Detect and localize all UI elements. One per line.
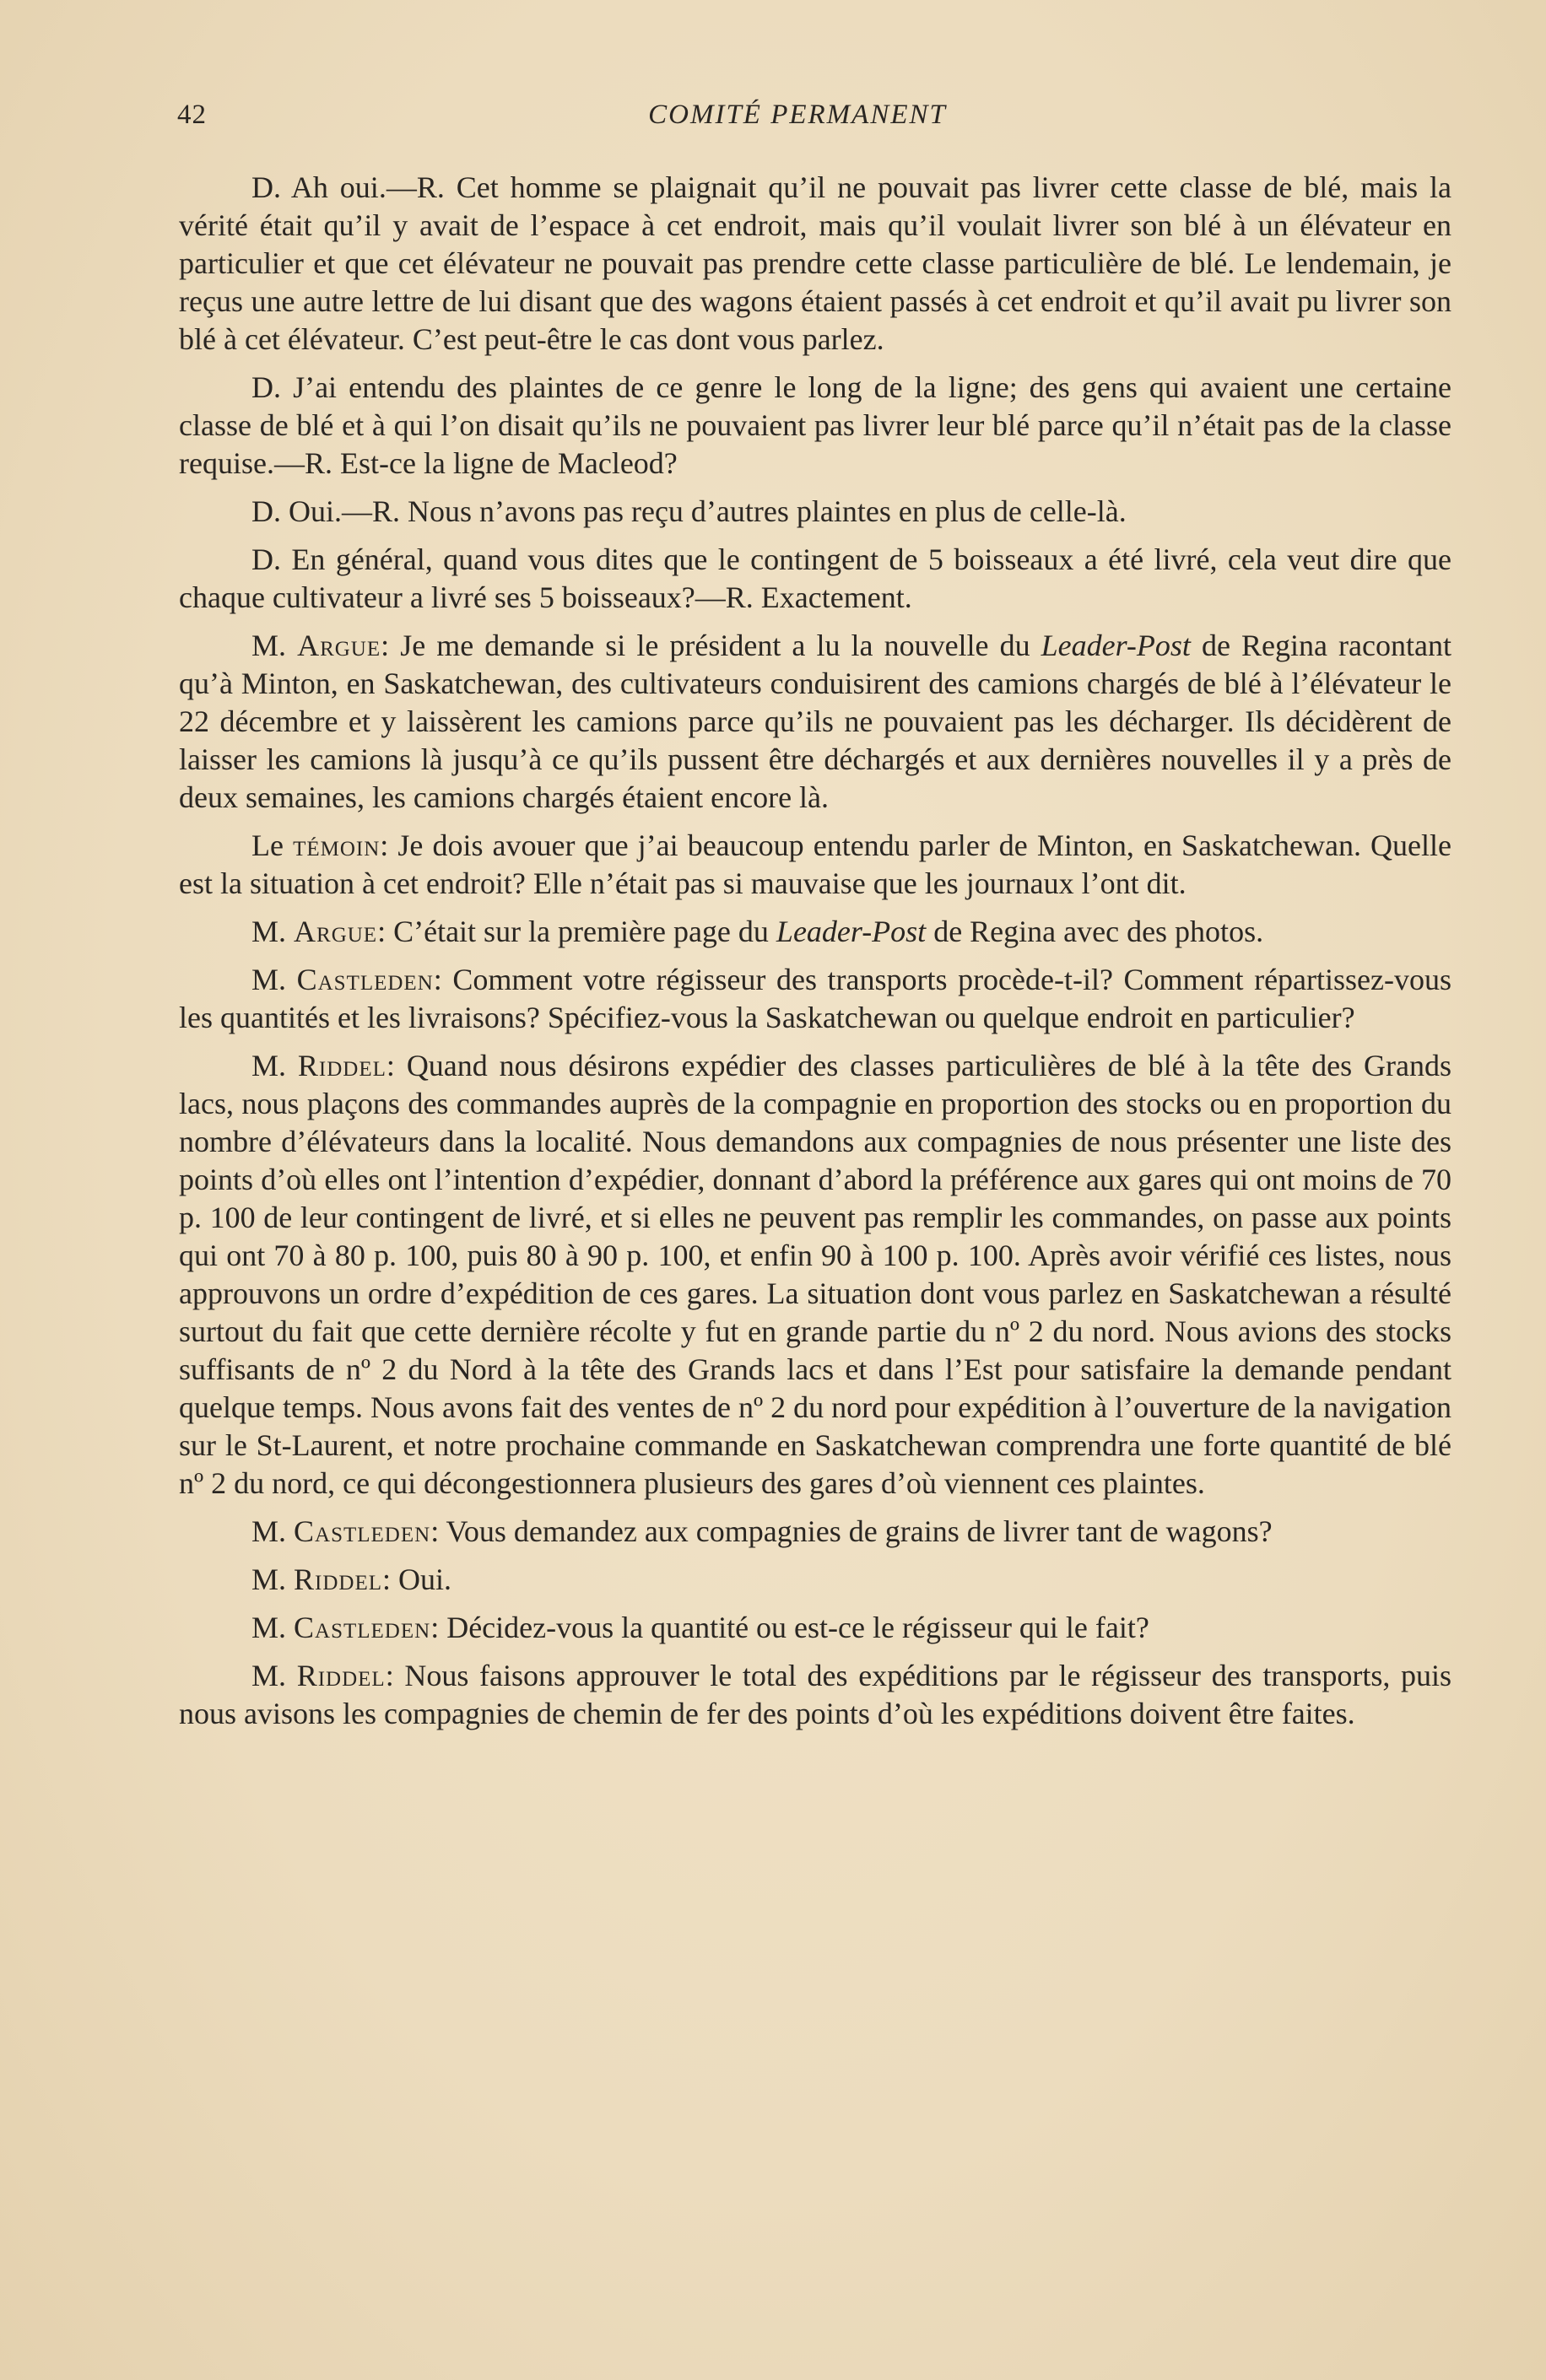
speech-text: Comment votre régisseur des transports procède-t-il? Comment répartissez-vous les quantités et les livraisons? Spécifiez-vous la Saskatchewan ou quelque endroit en particulier? — [179, 963, 1451, 1034]
page-header — [177, 100, 1460, 142]
speaker-name: Riddel — [294, 1562, 383, 1596]
page-number: 42 — [177, 100, 207, 130]
speaker-name: Castleden — [294, 1514, 431, 1548]
speaker-prefix: M. — [251, 1562, 287, 1596]
paragraph-text: D. Oui.—R. Nous n’avons pas reçu d’autres plaintes en plus de celle-là. — [251, 494, 1127, 528]
speaker-name: Castleden — [296, 963, 434, 996]
paragraph-text: D. Ah oui.—R. Cet homme se plaignait qu’il ne pouvait pas livrer cette classe de blé, mais la vérité était qu’il y avait de l’espace à cet endroit, mais qu’il voulait livrer son blé à un élévateur en particulier et que cet élévateur ne pouvait pas prendre cette classe particulière de blé. Le lendemain, je reçus une autre lettre de lui disant que des wagons étaient passés à cet endroit et qu’il avait pu livrer son blé à cet élévateur. C’est peut-être le cas dont vous parlez. — [179, 170, 1451, 356]
paragraph-text: D. J’ai entendu des plaintes de ce genre le long de la ligne; des gens qui avaient une certaine classe de blé et à qui l’on disait qu’ils ne pouvaient pas livrer leur blé parce qu’il n’était pas de la classe requise.—R. Est-ce la ligne de Macleod? — [179, 370, 1451, 480]
paragraph-7: M. Argue: C’était sur la première page du Leader-Post de Regina avec des photos. — [251, 915, 1264, 948]
paragraph-9: M. Riddel: Quand nous désirons expédier des classes particulières de blé à la tête des Grands lacs, nous plaçons des commandes auprès de la compagnie en proportion des stocks ou en proportion du nombre d’élévateurs dans la localité. Nous demandons aux compagnies de nous présenter une liste des points d’où elles ont l’intention d’expédier, donnant d’abord la préférence aux gares qui ont moins de 70 p. 100 de leur contingent de livré, et si elles ne peuvent pas remplir les commandes, on passe aux points qui ont 70 à 80 p. 100, puis 80 à 90 p. 100, et enfin 90 à 100 p. 100. Après avoir vérifié ces listes, nous approuvons un ordre d’expédition de ces gares. La situation dont vous parlez en Saskatchewan a résulté surtout du fait que cette dernière récolte y fut en grande partie du nº 2 du nord. Nous avions des stocks suffisants de nº 2 du Nord à la tête des Grands lacs et dans l’Est pour satisfaire la demande pendant quelque temps. Nous avons fait des ventes de nº 2 du nord pour expédition à l’ouverture de la navigation sur le St-Laurent, et notre prochaine commande en Saskatchewan comprendra une forte quantité de blé nº 2 du nord, ce qui décongestionnera plusieurs des gares d’où viennent ces plaintes. — [179, 1049, 1451, 1500]
paragraph-4 — [179, 541, 1451, 617]
speech-text: Quand nous désirons expédier des classes particulières de blé à la tête des Grands lacs, nous plaçons des commandes auprès de la compagnie en proportion des stocks ou en proportion du nombre d’élévateurs dans la localité. Nous demandons aux compagnies de nous présenter une liste des points d’où elles ont l’intention d’expédier, donnant d’abord la préférence aux gares qui ont moins de 70 p. 100 de leur contingent de livré, et si elles ne peuvent pas remplir les commandes, on passe aux points qui ont 70 à 80 p. 100, puis 80 à 90 p. 100, et enfin 90 à 100 p. 100. Après avoir vérifié ces listes, nous approuvons un ordre d’expédition de ces gares. La situation dont vous parlez en Saskatchewan a résulté surtout du fait que cette dernière récolte y fut en grande partie du nº 2 du nord. Nous avions des stocks suffisants de nº 2 du Nord à la tête des Grands lacs et dans l’Est pour satisfaire la demande pendant quelque temps. Nous avons fait des ventes de nº 2 du nord pour expédition à l’ouverture de la navigation sur le St-Laurent, et notre prochaine commande en Saskatchewan comprendra une forte quantité de blé nº 2 du nord, ce qui décongestionnera plusieurs des gares d’où viennent ces plaintes. — [179, 1049, 1451, 1500]
paragraph-13: M. Riddel: Nous faisons approuver le total des expéditions par le régisseur des transports, puis nous avisons les compagnies de chemin de fer des points d’où les expéditions doivent être faites. — [179, 1659, 1451, 1730]
speaker-prefix: M. — [251, 915, 287, 948]
paragraph-12: M. Castleden: Décidez-vous la quantité ou est-ce le régisseur qui le fait? — [251, 1611, 1149, 1644]
speaker-prefix: M. — [251, 1049, 287, 1082]
paragraph-6: Le témoin: Je dois avouer que j’ai beaucoup entendu parler de Minton, en Saskatchewan. Quelle est la situation à cet endroit? Elle n’était pas si mauvaise que les journaux l’ont dit. — [179, 828, 1451, 900]
speaker-prefix: M. — [251, 629, 287, 662]
speech-text: Vous demandez aux compagnies de grains de livrer tant de wagons? — [446, 1514, 1273, 1548]
speech-text: de Regina avec des photos. — [926, 915, 1264, 948]
speaker-prefix: M. — [251, 1514, 287, 1548]
speaker-name: Argue — [297, 629, 381, 662]
paragraph-text: D. En général, quand vous dites que le contingent de 5 boisseaux a été livré, cela veut dire que chaque cultivateur a livré ses 5 boisseaux?—R. Exactement. — [179, 542, 1451, 614]
speech-text: Décidez-vous la quantité ou est-ce le régisseur qui le fait? — [446, 1611, 1149, 1644]
speaker-name: Castleden — [294, 1611, 431, 1644]
speech-text: C’était sur la première page du — [393, 915, 776, 948]
italic-title: Leader-Post — [1041, 629, 1191, 662]
speech-text: Je me demande si le président a lu la nouvelle du — [400, 629, 1041, 662]
paragraph-8: M. Castleden: Comment votre régisseur des transports procède-t-il? Comment répartissez-vous les quantités et les livraisons? Spécifiez-vous la Saskatchewan ou quelque endroit en particulier? — [179, 963, 1451, 1034]
paragraph-2 — [179, 369, 1451, 483]
speaker-name: Riddel — [296, 1659, 386, 1692]
speaker-name: témoin — [293, 828, 381, 862]
speaker-name: Argue — [294, 915, 378, 948]
document-body — [179, 169, 1451, 1743]
speaker-prefix: M. — [251, 1611, 287, 1644]
speaker-prefix: M. — [251, 963, 287, 996]
speech-text: Nous faisons approuver le total des expéditions par le régisseur des transports, puis nous avisons les compagnies de chemin de fer des points d’où les expéditions doivent être faites. — [179, 1659, 1451, 1730]
paragraph-11: M. Riddel: Oui. — [251, 1562, 452, 1596]
speaker-prefix: M. — [251, 1659, 287, 1692]
speech-text: Oui. — [398, 1562, 452, 1596]
italic-title: Leader-Post — [776, 915, 927, 948]
paragraph-10: M. Castleden: Vous demandez aux compagnies de grains de livrer tant de wagons? — [251, 1514, 1273, 1548]
running-title: COMITÉ PERMANENT — [648, 100, 947, 130]
paragraph-1 — [179, 169, 1451, 359]
paragraph-5: M. Argue: Je me demande si le président a lu la nouvelle du Leader-Post de Regina racontant qu’à Minton, en Saskatchewan, des cultivateurs conduisirent des camions chargés de blé à l’élévateur le 22 décembre et y laissèrent les camions parce qu’ils ne pouvaient pas les décharger. Ils décidèrent de laisser les camions là jusqu’à ce qu’ils pussent être déchargés et aux dernières nouvelles il y a près de deux semaines, les camions chargés étaient encore là. — [179, 629, 1451, 814]
speaker-prefix: Le — [251, 828, 284, 862]
speaker-name: Riddel — [297, 1049, 386, 1082]
paragraph-3 — [179, 493, 1451, 531]
speech-text: Je dois avouer que j’ai beaucoup entendu parler de Minton, en Saskatchewan. Quelle est la situation à cet endroit? Elle n’était pas si mauvaise que les journaux l’ont dit. — [179, 828, 1451, 900]
speech-text: de Regina racontant qu’à Minton, en Saskatchewan, des cultivateurs conduisirent des camions chargés de blé à l’élévateur le 22 décembre et y laissèrent les camions parce qu’ils ne pouvaient pas les décharger. Ils décidèrent de laisser les camions là jusqu’à ce qu’ils pussent être déchargés et aux dernières nouvelles il y a près de deux semaines, les camions chargés étaient encore là. — [179, 629, 1451, 814]
